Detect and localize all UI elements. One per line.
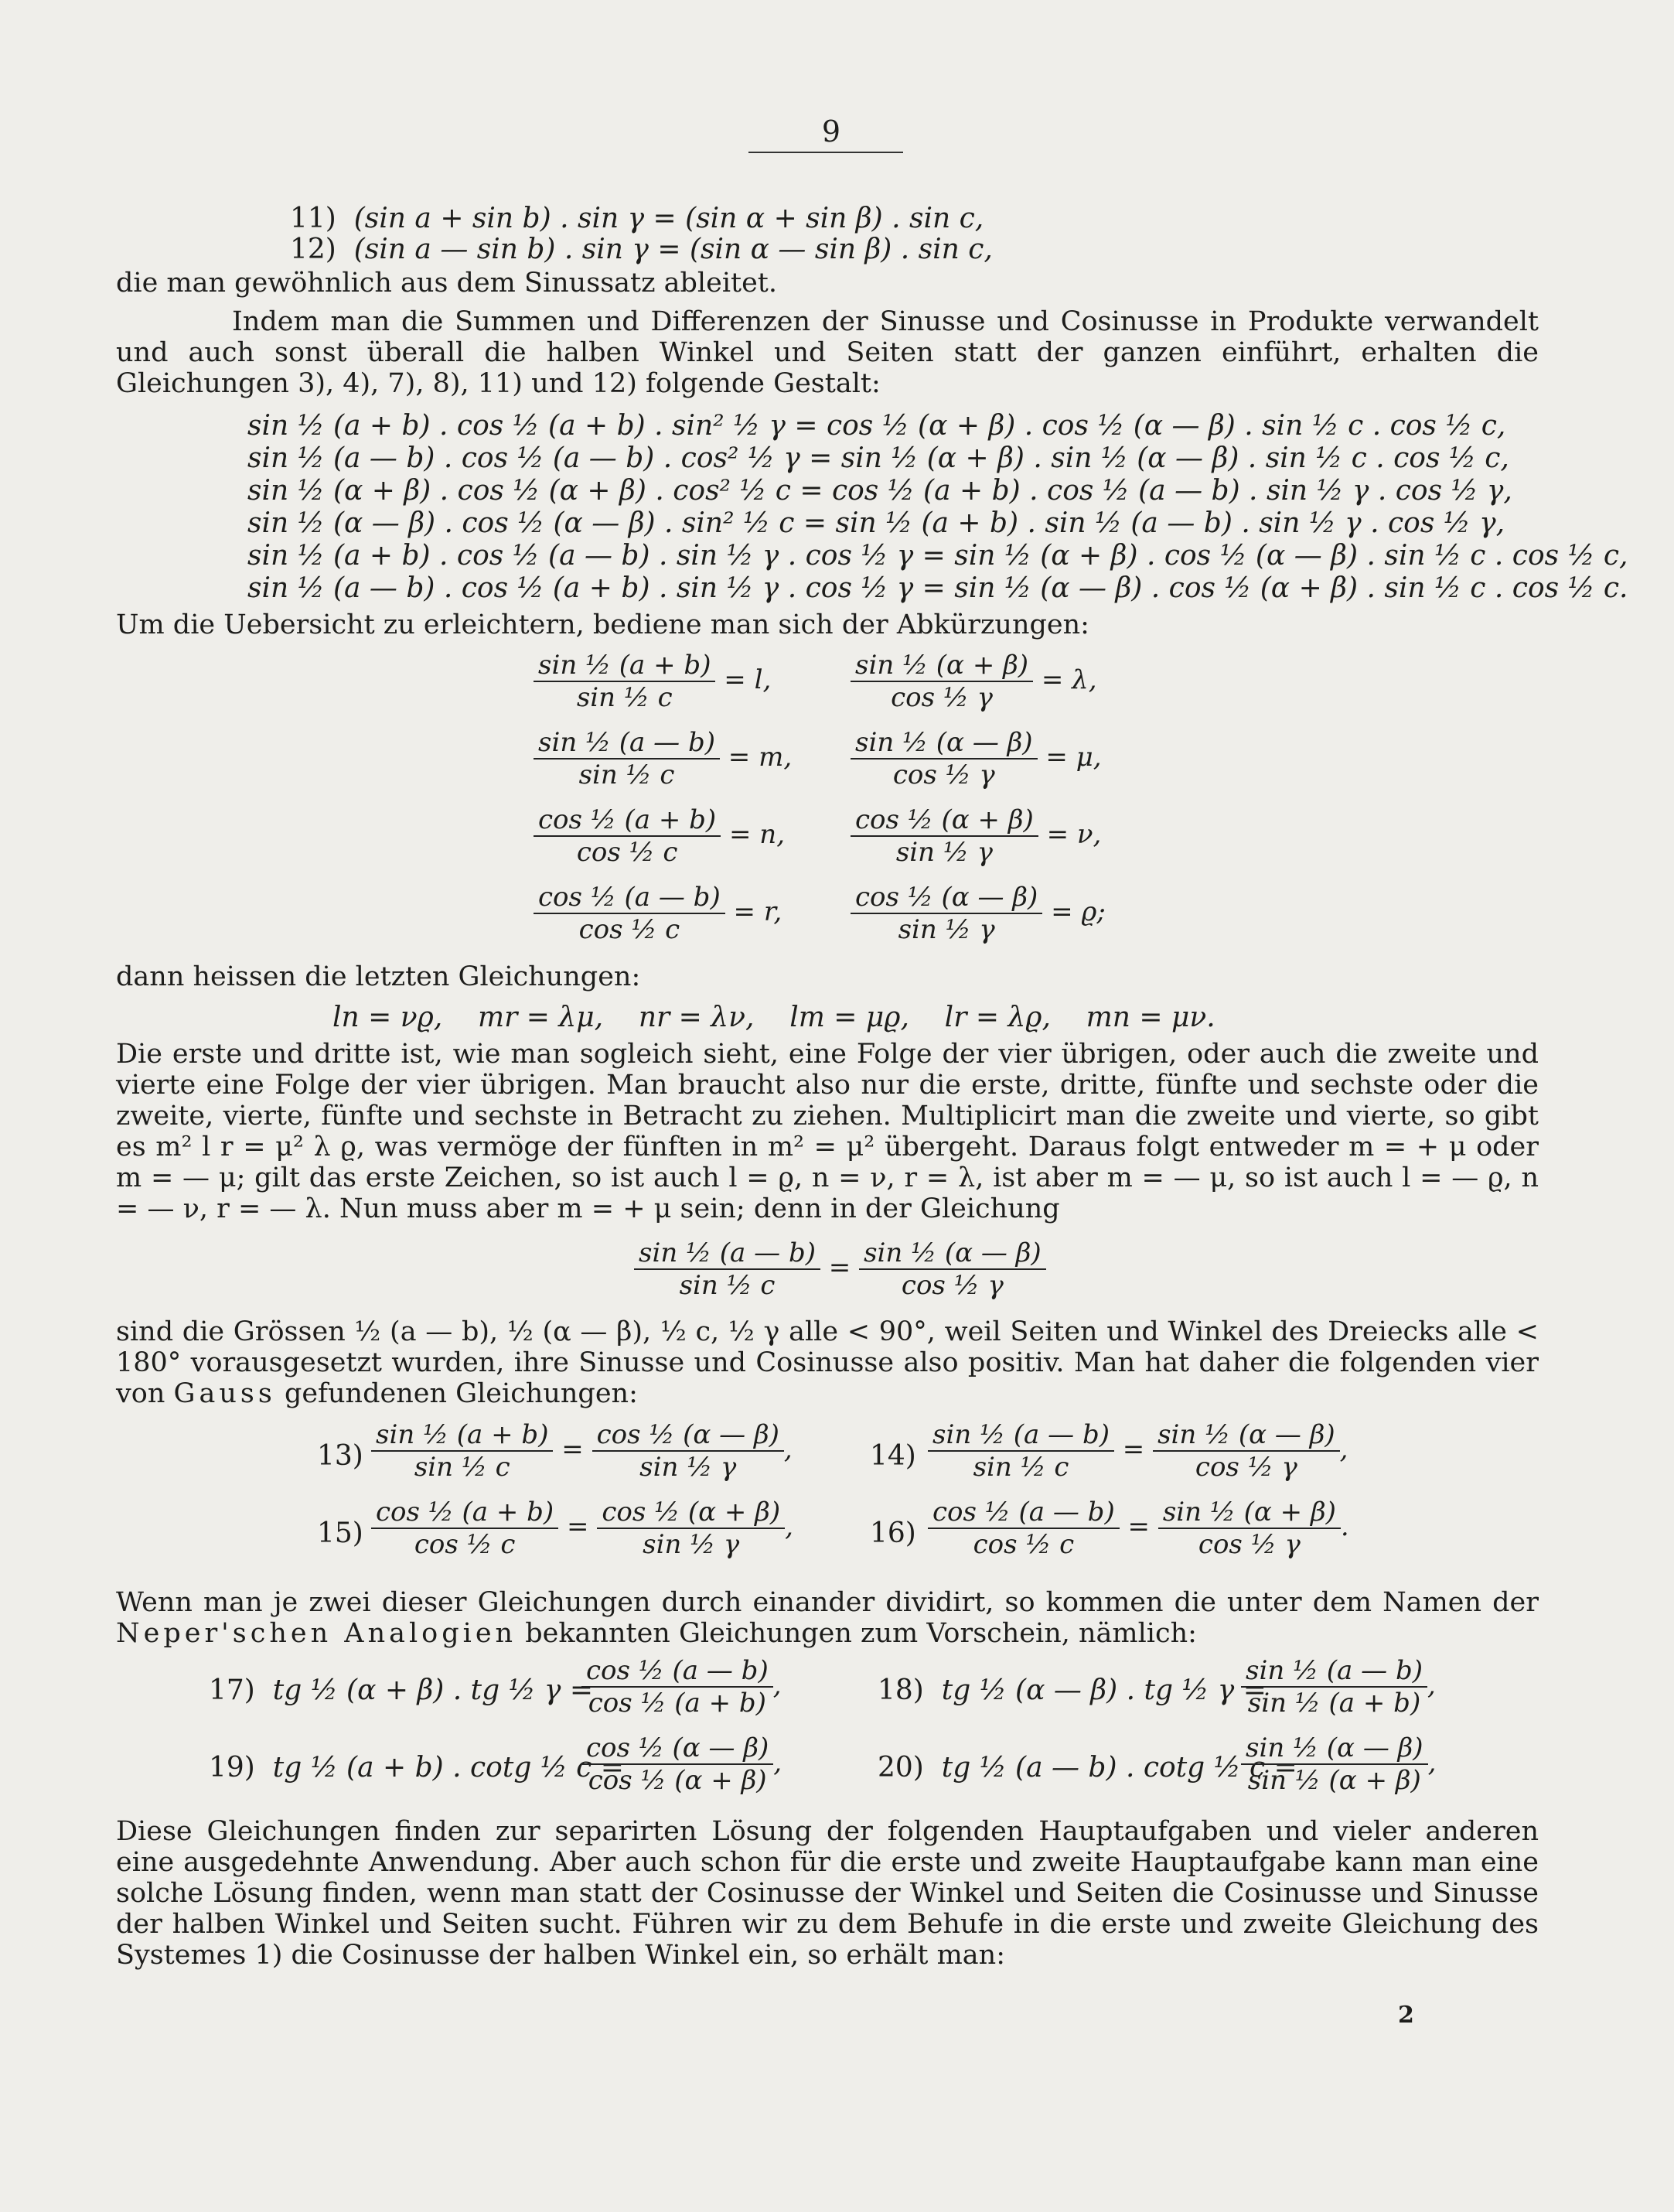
abbrev-rho: $\frac{\text{cos ½ (α — β)}}{\text{sin ½ γ}}$ = ϱ; — [851, 882, 1106, 945]
abbrev-r: $\frac{\text{cos ½ (a — b)}}{\text{cos ½ c}}$ = r, — [534, 882, 782, 945]
equation-17-fraction: $\frac{\text{cos ½ (a — b)}}{\text{cos ½ (a + b)}}$ , — [581, 1655, 782, 1719]
paragraph-neper: Wenn man je zwei dieser Gleichungen durch einander dividirt, so kommen die unter dem Namen der Neper'schen Analogien bekannten Gleichungen zum Vorschein, nämlich: — [116, 1587, 1539, 1649]
paragraph-groessen: sind die Grössen ½ (a — b), ½ (α — β), ½ c, ½ γ alle < 90°, weil Seiten und Winkel des Dreiecks alle < 180° vorausgesetzt wurden, ihre Sinusse und Cosinusse also positiv. Man hat daher die folgenden vier von Gauss gefundenen Gleichungen: — [116, 1316, 1539, 1409]
gestalt-equation-2: sin ½ (a — b) . cos ½ (a — b) . cos² ½ γ = sin ½ (α + β) . sin ½ (α — β) . sin ½ c . cos ½ c, — [247, 442, 1509, 474]
name-gauss: Gauss — [173, 1378, 276, 1409]
middle-equation: $\frac{\text{sin ½ (a — b)}}{\text{sin ½ c}}$ = $\frac{\text{sin ½ (α — β)}}{\text{cos ½ γ}}$ — [634, 1237, 1046, 1301]
paragraph-hauptaufgaben: Diese Gleichungen finden zur separirten Lösung der folgenden Hauptaufgaben und vieler anderen eine ausgedehnte Anwendung. Aber auch schon für die erste und zweite Hauptaufgabe kann man eine solche Lösung finden, wenn man statt der Cosinusse der Winkel und Seiten die Cosinusse und Sinusse der halben Winkel und Seiten sucht. Führen wir zu dem Behufe in die erste und zweite Gleichung des Systemes 1) die Cosinusse der halben Winkel ein, so erhält man: — [116, 1816, 1539, 1971]
paragraph-sinussatz: die man gewöhnlich aus dem Sinussatz ableitet. — [116, 268, 777, 299]
gestalt-equation-4: sin ½ (α — β) . cos ½ (α — β) . sin² ½ c = sin ½ (a + b) . sin ½ (a — b) . sin ½ γ . cos ½ γ, — [247, 507, 1505, 539]
page-number-rule — [748, 152, 903, 153]
gestalt-equation-1: sin ½ (a + b) . cos ½ (a + b) . sin² ½ γ = cos ½ (α + β) . cos ½ (α — β) . sin ½ c . cos ½ c, — [247, 410, 1506, 442]
equation-15: $\frac{\text{cos ½ (a + b)}}{\text{cos ½ c}}$ = $\frac{\text{cos ½ (α + β)}}{\text{sin ½ γ}}$ , — [371, 1497, 793, 1560]
equation-18-fraction: $\frac{\text{sin ½ (a — b)}}{\text{sin ½ (a + b)}}$ , — [1241, 1655, 1436, 1719]
equation-20: 20) tg ½ (a — b) . cotg ½ c = — [878, 1752, 1297, 1784]
gestalt-equation-6: sin ½ (a — b) . cos ½ (a + b) . sin ½ γ . cos ½ γ = sin ½ (α — β) . cos ½ (α + β) . sin ½ c . cos ½ c. — [247, 572, 1628, 604]
abbrev-mu: $\frac{\text{sin ½ (α — β)}}{\text{cos ½ γ}}$ = μ, — [851, 727, 1102, 790]
equation-19-fraction: $\frac{\text{cos ½ (α — β)}}{\text{cos ½ (α + β)}}$ , — [581, 1732, 782, 1796]
equation-17: 17) tg ½ (α + β) . tg ½ γ = — [209, 1674, 594, 1706]
label-eq16: 16) — [870, 1517, 916, 1549]
equation-11: 11) (sin a + sin b) . sin γ = (sin α + sin β) . sin c, — [290, 203, 984, 234]
name-neper-analogien: Neper'schen Analogien — [116, 1618, 517, 1649]
signature-mark: 2 — [1398, 2002, 1414, 2029]
abbrev-nu: $\frac{\text{cos ½ (α + β)}}{\text{sin ½ γ}}$ = ν, — [851, 804, 1101, 868]
equation-20-fraction: $\frac{\text{sin ½ (α — β)}}{\text{sin ½ (α + β)}}$ , — [1241, 1732, 1436, 1796]
abbrev-m: $\frac{\text{sin ½ (a — b)}}{\text{sin ½ c}}$ = m, — [534, 727, 792, 790]
equation-16: $\frac{\text{cos ½ (a — b)}}{\text{cos ½ c}}$ = $\frac{\text{sin ½ (α + β)}}{\text{cos ½ γ}}$ . — [928, 1497, 1349, 1560]
paragraph-abkuerzungen: Um die Uebersicht zu erleichtern, bediene man sich der Abkürzungen: — [116, 609, 1089, 640]
abbrev-n: $\frac{\text{cos ½ (a + b)}}{\text{cos ½ c}}$ = n, — [534, 804, 785, 868]
label-eq15: 15) — [317, 1517, 363, 1549]
equation-19: 19) tg ½ (a + b) . cotg ½ c = — [209, 1752, 624, 1784]
equation-14: $\frac{\text{sin ½ (a — b)}}{\text{sin ½ c}}$ = $\frac{\text{sin ½ (α — β)}}{\text{cos ½ γ}}$ , — [928, 1419, 1348, 1483]
page-number: 9 — [821, 114, 841, 148]
label-eq13: 13) — [317, 1440, 363, 1472]
paragraph-produkte: Indem man die Summen und Differenzen der Sinusse und Cosinusse in Produkte verwandelt und auch sonst überall die halben Winkel und Seiten statt der ganzen einführt, erhalten die Gleichungen 3), 4), 7), 8), 11) und 12) folgende Gestalt: — [116, 306, 1539, 399]
relations-line: ln = νϱ, mr = λμ, nr = λν, lm = μϱ, lr = λϱ, mn = μν. — [332, 1002, 1215, 1033]
equation-18: 18) tg ½ (α — β) . tg ½ γ = — [878, 1674, 1267, 1706]
paragraph-folge: Die erste und dritte ist, wie man sogleich sieht, eine Folge der vier übrigen, oder auch die zweite und vierte eine Folge der vier übrigen. Man braucht also nur die erste, dritte, fünfte und sechste oder die zweite, vierte, fünfte und sechste in Betracht zu ziehen. Multiplicirt man die zweite und vierte, so gibt es m² l r = μ² λ ϱ, was vermöge der fünften in m² = μ² übergeht. Daraus folgt entweder m = + μ oder m = — μ; gilt das erste Zeichen, so ist auch l = ϱ, n = ν, r = λ, ist aber m = — μ, so ist auch l = — ϱ, n = — ν, r = — λ. Nun muss aber m = + μ sein; denn in der Gleichung — [116, 1039, 1539, 1224]
label-eq14: 14) — [870, 1440, 916, 1472]
abbrev-l: $\frac{\text{sin ½ (a + b)}}{\text{sin ½ c}}$ = l, — [534, 650, 771, 713]
gestalt-equation-5: sin ½ (a + b) . cos ½ (a — b) . sin ½ γ . cos ½ γ = sin ½ (α + β) . cos ½ (α — β) . sin ½ c . cos ½ c, — [247, 540, 1628, 572]
equation-13: $\frac{\text{sin ½ (a + b)}}{\text{sin ½ c}}$ = $\frac{\text{cos ½ (α — β)}}{\text{sin ½ γ}}$ , — [371, 1419, 793, 1483]
gestalt-equation-3: sin ½ (α + β) . cos ½ (α + β) . cos² ½ c = cos ½ (a + b) . cos ½ (a — b) . sin ½ γ . cos ½ γ, — [247, 475, 1512, 507]
equation-12: 12) (sin a — sin b) . sin γ = (sin α — sin β) . sin c, — [290, 234, 993, 265]
paragraph-letzten-gleichungen: dann heissen die letzten Gleichungen: — [116, 961, 641, 992]
abbrev-lambda: $\frac{\text{sin ½ (α + β)}}{\text{cos ½ γ}}$ = λ, — [851, 650, 1097, 713]
